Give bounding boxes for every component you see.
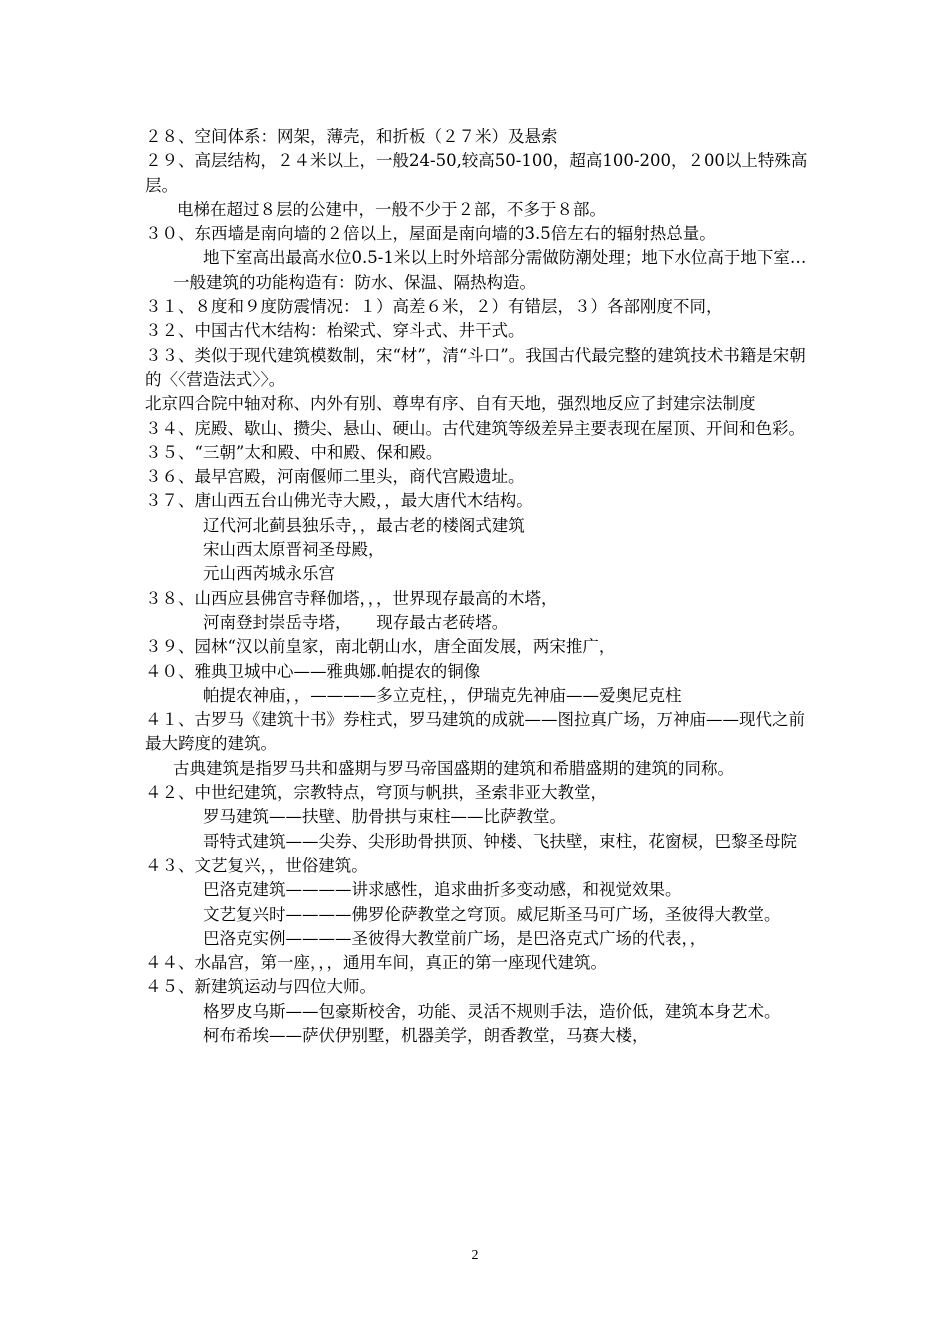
paragraph: ４３、文艺复兴，，世俗建筑。	[145, 855, 368, 875]
paragraph: 文艺复兴时————佛罗伦萨教堂之穹顶。威尼斯圣马可广场，圣彼得大教堂。	[203, 904, 781, 924]
paragraph: 格罗皮乌斯——包豪斯校舍，功能、灵活不规则手法，造价低，建筑本身艺术。	[203, 1001, 781, 1021]
paragraph: ２８、空间体系：网架，薄壳，和折板（２７米）及悬索	[145, 127, 558, 146]
paragraph: ３８、山西应县佛宫寺释伽塔，，，世界现存最高的木塔，	[145, 588, 558, 608]
paragraph: ３１、８度和９度防震情况：１）高差６米，２）有错层，３）各部刚度不同，	[145, 297, 723, 317]
paragraph: ４１、古罗马《建筑十书》券柱式，罗马建筑的成就——图拉真广场，万神庙——现代之前最大跨度的建筑。	[145, 710, 805, 754]
paragraph: 罗马建筑——扶壁、肋骨拱与束柱——比萨教堂。	[203, 807, 566, 827]
paragraph: ３６、最早宫殿，河南偃师二里头，商代宫殿遗址。	[145, 467, 525, 487]
paragraph: 辽代河北蓟县独乐寺，，最古老的楼阁式建筑	[203, 515, 525, 535]
paragraph: ３４、庑殿、歇山、攒尖、悬山、硬山。古代建筑等级差异主要表现在屋顶、开间和色彩。	[145, 418, 805, 438]
paragraph: ３９、园林“汉以前皇家，南北朝山水，唐全面发展，两宋推广，	[145, 637, 616, 657]
paragraph: ４２、中世纪建筑，宗教特点，穹顶与帆拱，圣索非亚大教堂，	[145, 783, 607, 803]
paragraph: 巴洛克实例————圣彼得大教堂前广场，是巴洛克式广场的代表，，	[203, 928, 707, 948]
paragraph: ２９、高层结构，２４米以上，一般24-50,较高50-100，超高100-200，２00以上特殊高层。	[145, 151, 808, 195]
paragraph: ３２、中国古代木结构：枱梁式、穿斗式、井干式。	[145, 321, 525, 341]
paragraph: ４０、雅典卫城中心——雅典娜.帕提农的铜像	[145, 661, 481, 681]
paragraph: ３７、唐山西五台山佛光寺大殿，，最大唐代木结构。	[145, 491, 533, 511]
paragraph: ４４、水晶宫，第一座，，，通用车间，真正的第一座现代建筑。	[145, 953, 607, 973]
paragraph: 帕提农神庙，，————多立克柱，，伊瑞克先神庙——爱奥尼克柱	[203, 685, 682, 705]
paragraph: 河南登封崇岳寺塔， 现存最古老砖塔。	[203, 612, 509, 632]
paragraph: 古典建筑是指罗马共和盛期与罗马帝国盛期的建筑和希腊盛期的建筑的同称。	[173, 758, 734, 778]
document-body	[145, 125, 813, 1048]
paragraph: ３５、“三朝”太和殿、中和殿、保和殿。	[145, 442, 443, 462]
paragraph: ３３、类似于现代建筑模数制，宋“材”，清“斗口”。我国古代最完整的建筑技术书籍是宋朝的〈〈营造法式〉〉。	[145, 345, 806, 389]
paragraph: 元山西芮城永乐宫	[203, 564, 335, 584]
paragraph: ４５、新建筑运动与四位大师。	[145, 977, 376, 997]
page-number: 2	[471, 1248, 479, 1263]
paragraph: ３０、东西墙是南向墙的２倍以上，屋面是南向墙的3.5倍左右的辐射热总量。	[145, 224, 716, 244]
paragraph: 地下室高出最高水位0.5-1米以上时外培部分需做防潮处理；地下水位高于地下室…	[203, 248, 807, 268]
paragraph: 哥特式建筑——尖券、尖形助骨拱顶、钟楼、飞扶壁，束柱，花窗棂，巴黎圣母院	[203, 831, 797, 851]
paragraph: 柯布希埃——萨伏伊别墅，机器美学，朗香教堂，马赛大楼，	[203, 1025, 649, 1045]
paragraph: 一般建筑的功能构造有：防水、保温、隔热构造。	[173, 272, 536, 292]
paragraph: 巴洛克建筑————讲求感性，追求曲折多变动感，和视觉效果。	[203, 880, 682, 900]
paragraph: 宋山西太原晋祠圣母殿，	[203, 540, 385, 560]
paragraph: 北京四合院中轴对称、内外有别、尊卑有序、自有天地，强烈地反应了封建宗法制度	[145, 394, 756, 414]
paragraph: 电梯在超过８层的公建中，一般不少于２部，不多于８部。	[177, 199, 606, 219]
